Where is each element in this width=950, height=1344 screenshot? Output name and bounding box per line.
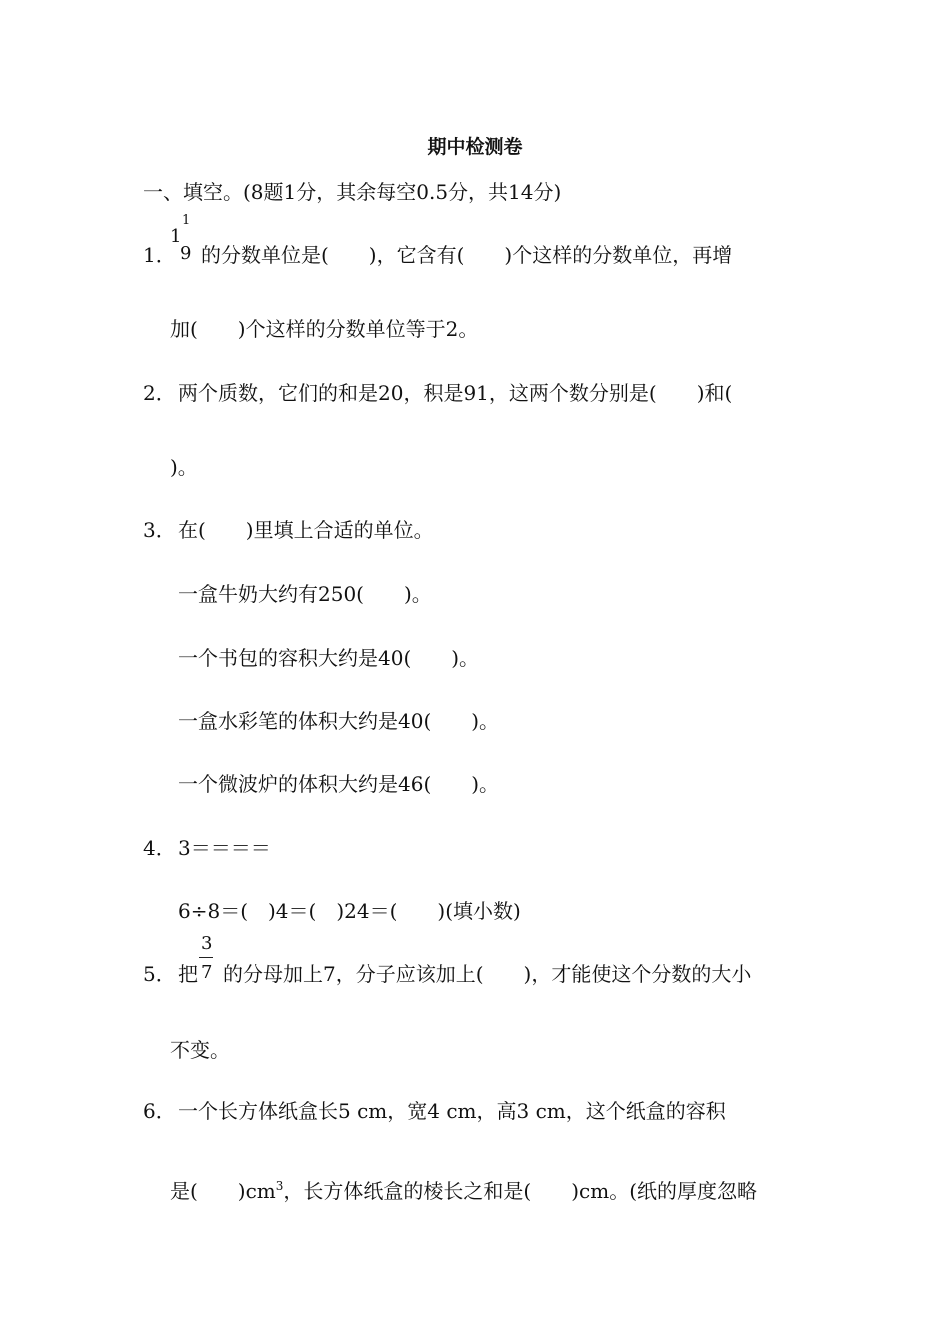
q6-text-line1: 一个长方体纸盒长5 cm，宽4 cm，高3 cm，这个纸盒的容积 — [178, 1099, 726, 1123]
q1-number: 1． — [143, 243, 176, 267]
q1-frac-denominator: 9 — [180, 243, 192, 264]
q4-text-line2: 6÷8＝( )4＝( )24＝( )(填小数) — [178, 899, 521, 923]
q3-item: 一盒水彩笔的体积大约是40( )。 — [178, 709, 500, 733]
q1-frac-numerator: 1 — [182, 213, 191, 228]
q5-frac-bar — [199, 957, 213, 958]
q4-number: 4． — [143, 836, 176, 860]
q2-text-line2: )。 — [170, 455, 198, 479]
q6-number: 6． — [143, 1099, 176, 1123]
q5-frac-numerator: 3 — [201, 933, 213, 954]
q3-item: 一个微波炉的体积大约是46( )。 — [178, 772, 500, 796]
q6-text-line2 — [170, 1174, 757, 1203]
q6-text-line2-a: 是( )cm — [170, 1179, 276, 1203]
q1-frac-whole: 1 — [170, 226, 182, 247]
q3-item: 一盒牛奶大约有250( )。 — [178, 582, 432, 606]
q6-text-line2-b: ，长方体纸盒的棱长之和是( )cm。(纸的厚度忽略 — [283, 1179, 757, 1203]
q2-text-line1: 两个质数，它们的和是20，积是91，这两个数分别是( )和( — [178, 381, 733, 405]
q2-number: 2． — [143, 381, 176, 405]
q1-text-line2: 加( )个这样的分数单位等于2。 — [170, 317, 479, 341]
q5-number: 5． — [143, 962, 176, 986]
q3-number: 3． — [143, 518, 176, 542]
q1-text-line1: 的分数单位是( )，它含有( )个这样的分数单位，再增 — [201, 243, 733, 267]
q5-text-line2: 不变。 — [170, 1038, 230, 1062]
q6-superscript: 3 — [275, 1179, 284, 1193]
q4-text-line1: 3＝＝＝＝ — [178, 836, 271, 860]
q3-item: 一个书包的容积大约是40( )。 — [178, 646, 480, 670]
q5-frac-denominator: 7 — [201, 962, 213, 983]
q5-text-line1: 的分母加上7，分子应该加上( )，才能使这个分数的大小 — [223, 962, 752, 986]
q3-text: 在( )里填上合适的单位。 — [178, 518, 434, 542]
page-title: 期中检测卷 — [427, 136, 523, 158]
section-heading: 一、填空。(8题1分，其余每空0.5分，共14分) — [143, 180, 562, 204]
q5-lead: 把 — [178, 962, 198, 986]
